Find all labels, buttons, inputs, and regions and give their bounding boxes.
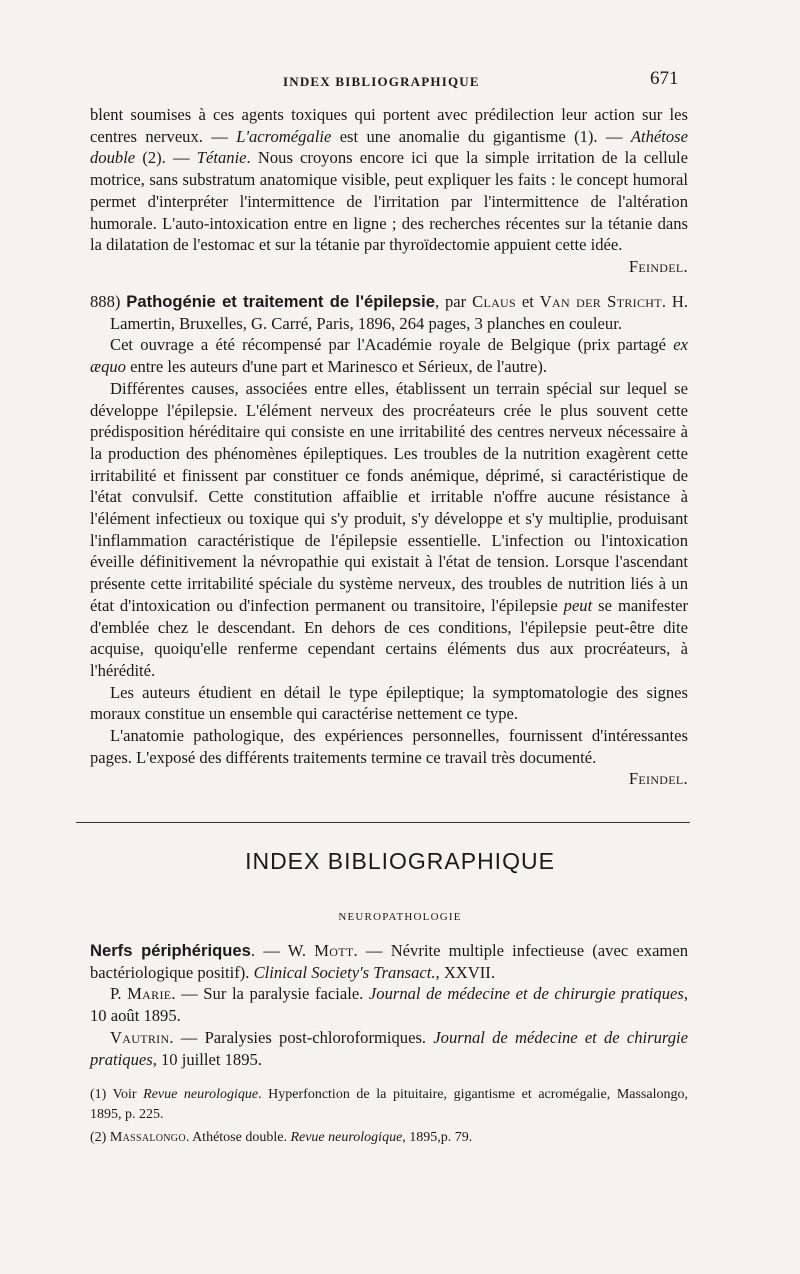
review-paragraph: Les auteurs étudient en détail le type épileptique; la symptomatologie des signes moraux constitue un ensemble qui caractérise nettement ce type. [90, 682, 688, 724]
text-run: blent soumises à ces agents toxiques qui portent avec prédilection leur action sur les centres nerveux. — [90, 105, 688, 146]
italic-term: ex æquo [90, 335, 688, 377]
review-continuation-paragraph [90, 104, 688, 256]
review-paragraph [90, 378, 688, 682]
running-header-title: INDEX BIBLIOGRAPHIQUE [283, 74, 480, 89]
text-run: Cet ouvrage a été récompensé par l'Académie royale de Belgique (prix partagé [110, 335, 674, 355]
text-run: , par [434, 292, 473, 311]
text-run: . — Névrite multiple infectieuse (avec examen bactériologique positif). [90, 941, 688, 982]
journal-title: Revue neurologique [290, 1130, 403, 1145]
signature-name: Feindel. [628, 769, 688, 789]
italic-term: Athétose double [90, 126, 688, 168]
index-entry [90, 940, 688, 983]
footnote-2 [90, 1128, 688, 1148]
text-run: . Nous croyons encore ici que la simple irritation de la cellule motrice, sans substratum anatomique visible, peut expliquer les faits : le concept humoral permet d'interpréter l'intermittence de l'irritation par l'intermittence de l'altération humorale. L'auto-intoxication entre en ligne ; des recherches récentes sur la tétanie dans la dilatation de l'estomac et sur la tétanie par thyroïdectomie appuient cette idée. [90, 148, 688, 255]
text-run: Différentes causes, associées entre elles, établissent un terrain spécial sur lequel se développe l'épilepsie. L'élément nerveux des procréateurs crée le plus souvent cette prédisposition héréditaire qui consiste en une irritabilité des centres nerveux nécessaire à la production des phénomènes épileptiques. Les troubles de la nutrition exagèrent cette irritabilité et finissent par constituer ce fonds anémique, déprimé, si caractéristique de l'état convulsif. Cette constitution affaiblie et irritable n'offre aucune résistance à l'élément infectieux ou toxique qui s'y produit, s'y développe et s'y multiplie, produisant l'inflammation caractéristique de l'épilepsie essentielle. L'infection ou l'intoxication éveille définitivement la névropathie qui existait à l'état de tension. Lorsque l'ascendant présente cette irritabilité spéciale du système nerveux, des troubles de nutrition liés à un état d'intoxication ou d'infection permanent ou transitoire, l'épilepsie [90, 378, 688, 615]
book-title: Pathogénie et traitement de l'épilepsie [126, 292, 435, 311]
review-paragraph: L'anatomie pathologique, des expériences personnelles, fournissent d'intéressantes pages. L'exposé des différents traitements termine ce travail très documenté. [90, 726, 688, 767]
bibliography-index [90, 940, 688, 1070]
signature-name: Feindel. [628, 256, 688, 276]
text-run: . Hyperfonction de la pituitaire, gigantisme et acromégalie, Massalongo, 1895, p. 225. [90, 1087, 688, 1122]
author-name: Massalongo [109, 1130, 186, 1145]
text-run: , 10 août 1895. [90, 984, 688, 1026]
index-entry [90, 1027, 688, 1070]
text-run: , XXVII. [435, 962, 495, 982]
section-title: INDEX BIBLIOGRAPHIQUE [245, 848, 555, 874]
review-888 [90, 291, 688, 790]
italic-term: peut [563, 595, 593, 615]
page-number: 671 [650, 68, 679, 89]
journal-title: Revue neurologique [143, 1087, 259, 1102]
index-entry [90, 983, 688, 1026]
journal-title: Clinical Society's Transact. [253, 962, 436, 982]
reviewer-signature [90, 256, 688, 278]
reviewer-signature [90, 768, 688, 790]
journal-title: Journal de médecine et de chirurgie pratiques [90, 1027, 689, 1069]
review-heading [90, 291, 688, 334]
text-run: (1) Voir [90, 1087, 144, 1102]
text-run: . — W. [250, 941, 315, 960]
subsection-title: NEUROPATHOLOGIE [338, 911, 462, 923]
text-run: . — Sur la paralysie faciale. [171, 984, 369, 1004]
text-run: . Athétose double. [185, 1130, 291, 1145]
author-name: Claus [472, 292, 516, 311]
review-paragraph [90, 334, 688, 377]
footnotes [90, 1085, 688, 1151]
index-topic: Nerfs périphériques [90, 941, 251, 960]
text-run: , 10 juillet 1895. [152, 1049, 262, 1069]
entry-number: 888) [90, 292, 121, 311]
text-run: et [515, 292, 540, 311]
italic-term: L'acromégalie [236, 126, 332, 146]
text-run: , 1895,p. 79. [402, 1130, 473, 1145]
footnote-1 [90, 1085, 688, 1125]
text-run: est une anomalie du gigantisme (1). — [331, 126, 631, 146]
text-run: se manifester d'emblée chez le descendant. En dehors de ces conditions, l'épilepsie peut-être dite acquise, quoiqu'elle renferme cependant certains éléments dus aux procréateurs, à l'hérédité. [90, 595, 688, 680]
section-divider [76, 822, 690, 823]
publication-info: . H. Lamertin, Bruxelles, G. Carré, Paris, 1896, 264 pages, 3 planches en couleur. [110, 292, 688, 333]
text-run: entre les auteurs d'une part et Marinesco et Sérieux, de l'autre). [125, 357, 548, 377]
review-continuation [90, 104, 688, 278]
italic-term: Tétanie [196, 148, 247, 168]
author-name: Mott [314, 941, 354, 960]
author-name: Van der Stricht [539, 292, 662, 311]
text-run: (2). — [135, 148, 197, 168]
author-name: Vautrin [110, 1027, 170, 1047]
text-run: . — Paralysies post-chloroformiques. [169, 1027, 434, 1047]
text-run: (2) [90, 1130, 110, 1145]
author-name: Marie [127, 984, 172, 1004]
journal-title: Journal de médecine et de chirurgie pratiques [368, 984, 684, 1004]
text-run: P. [110, 984, 128, 1004]
